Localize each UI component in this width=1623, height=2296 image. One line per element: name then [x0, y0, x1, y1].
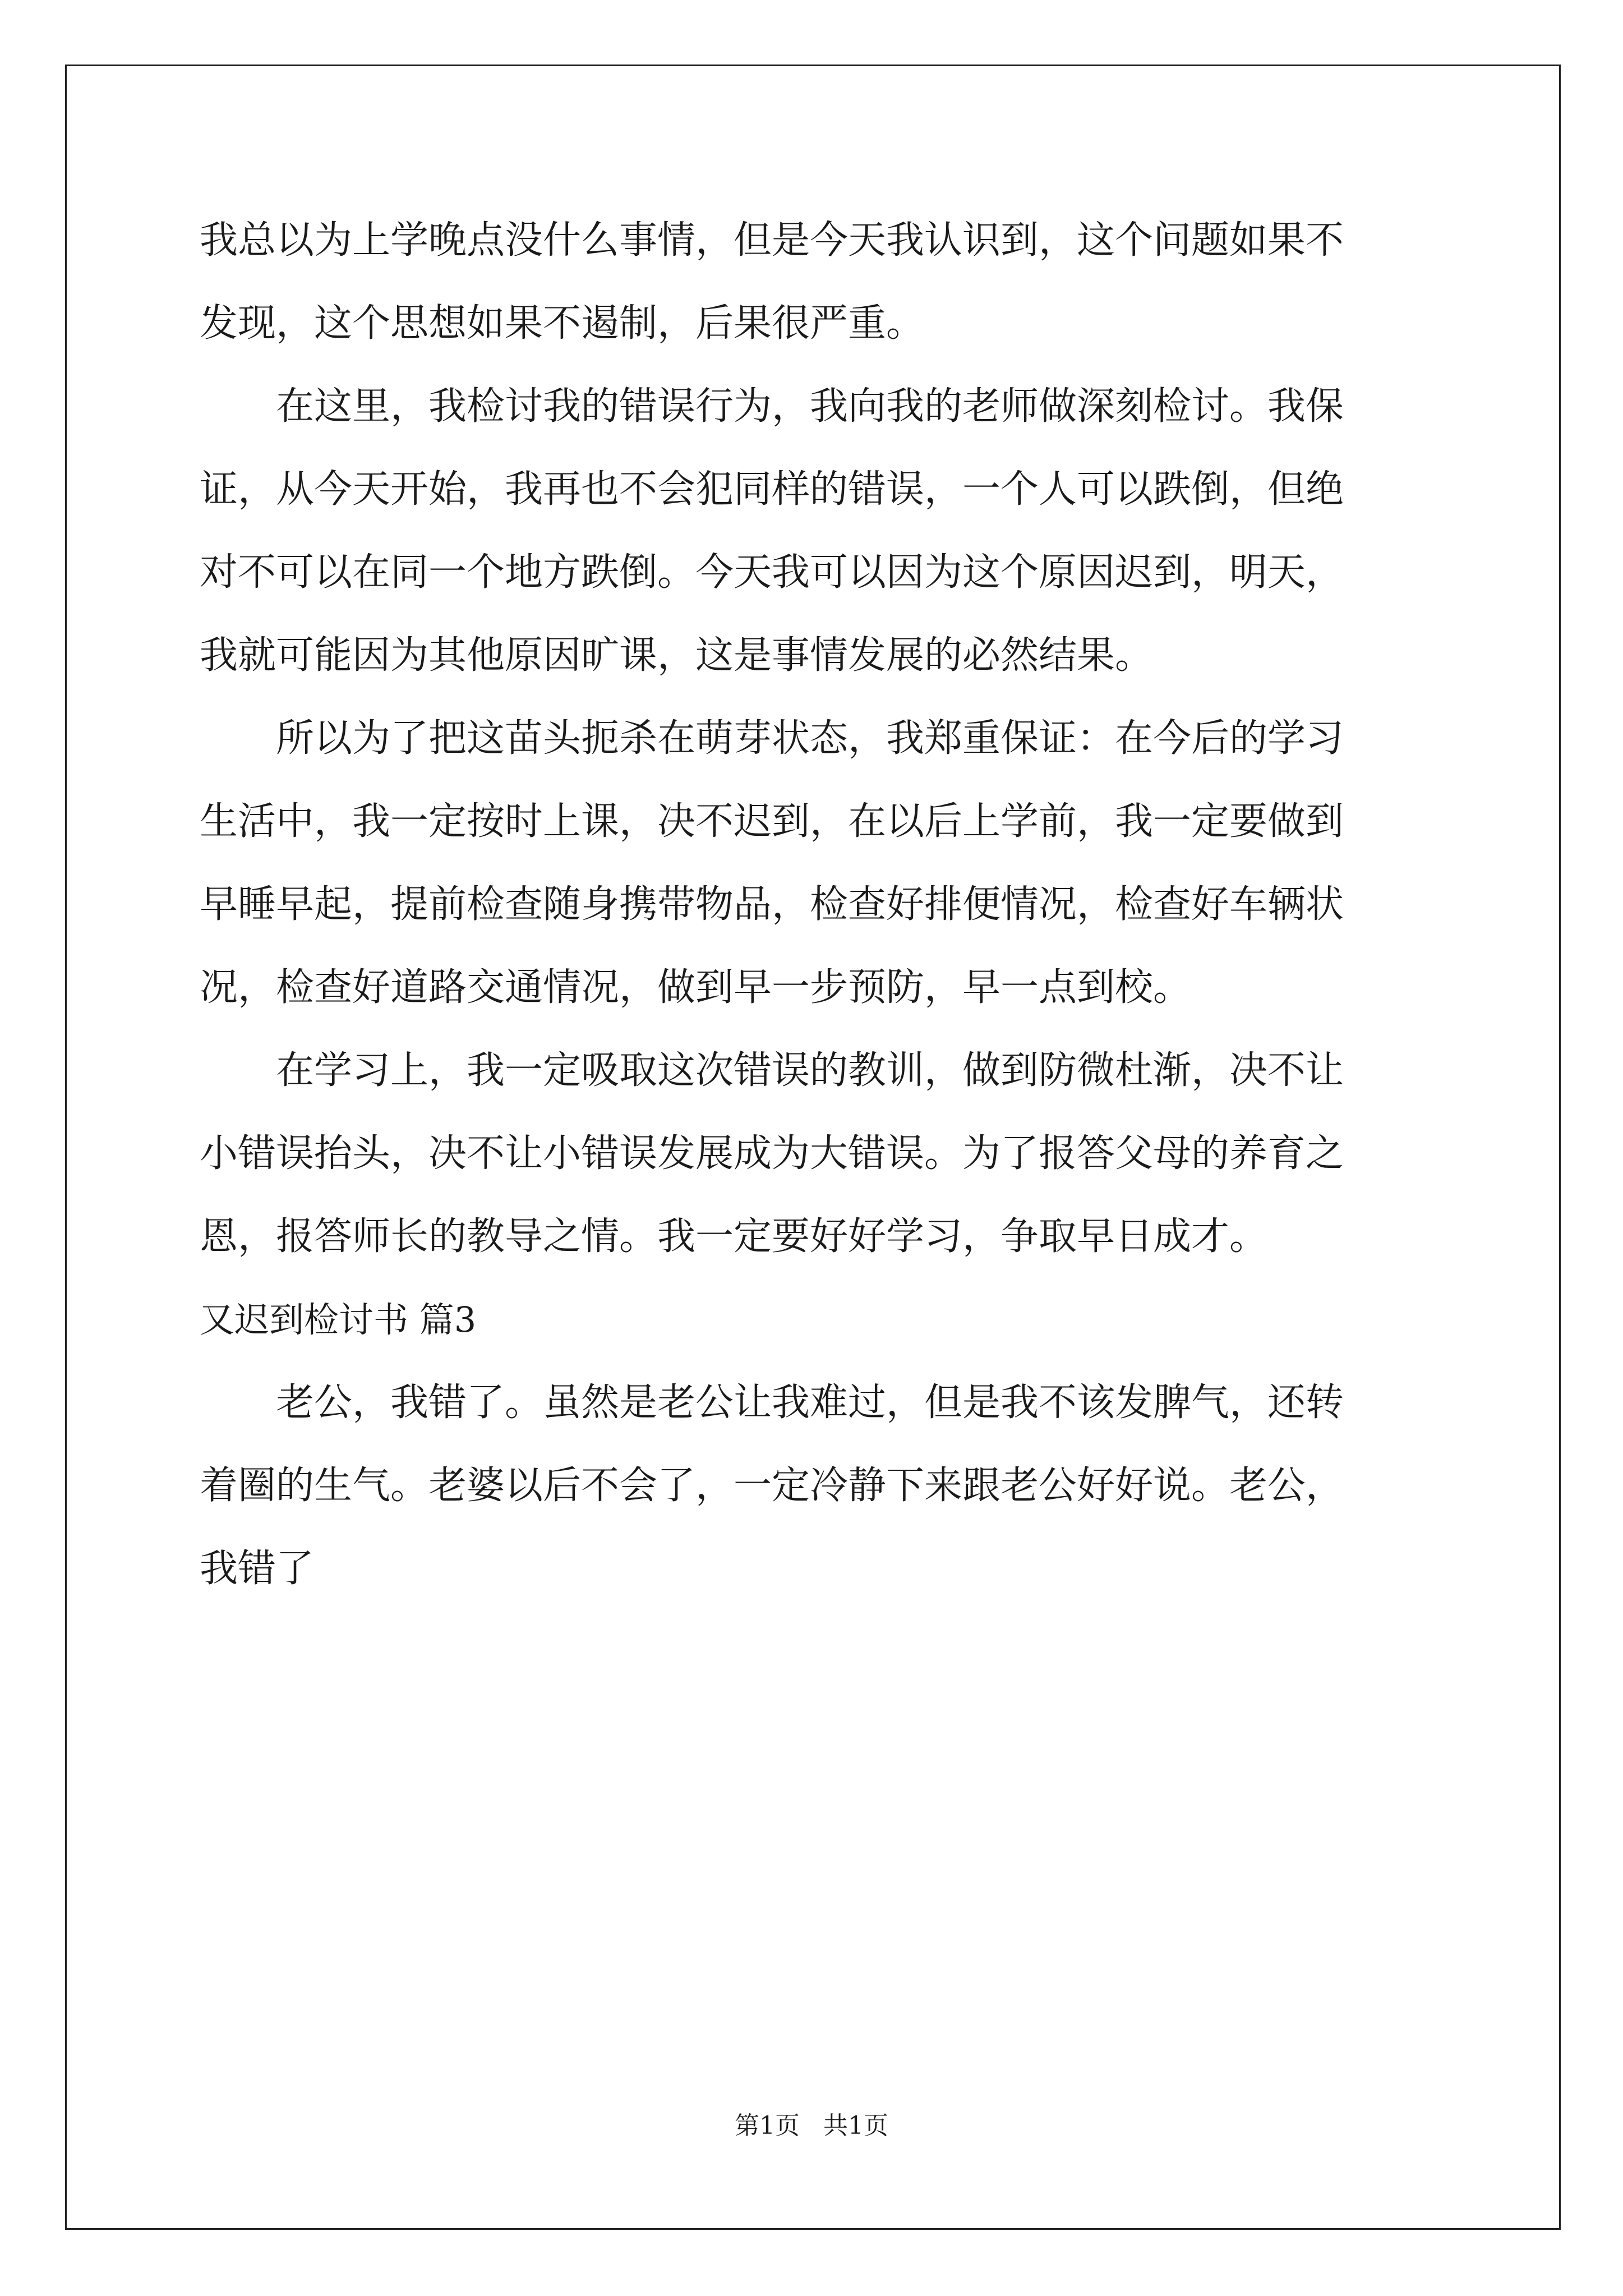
text-line: 证，从今天开始，我再也不会犯同样的错误，一个人可以跌倒，但绝 [200, 467, 1344, 512]
page-number-footer: 第1页 共1页 [735, 2111, 888, 2140]
text-line: 我总以为上学晚点没什么事情，但是今天我认识到，这个问题如果不 [200, 218, 1344, 263]
text-line: 早睡早起，提前检查随身携带物品，检查好排便情况，检查好车辆状 [200, 882, 1344, 927]
text-line: 生活中，我一定按时上课，决不迟到，在以后上学前，我一定要做到 [200, 799, 1344, 844]
text-line: 况，检查好道路交通情况，做到早一步预防，早一点到校。 [200, 965, 1192, 1010]
text-line: 小错误抬头，决不让小错误发展成为大错误。为了报答父母的养育之 [200, 1131, 1344, 1176]
text-line: 发现，这个思想如果不遏制，后果很严重。 [200, 301, 925, 346]
text-line: 对不可以在同一个地方跌倒。今天我可以因为这个原因迟到，明天， [200, 550, 1344, 595]
document-body [200, 199, 1439, 1611]
text-line: 老公，我错了。虽然是老公让我难过，但是我不该发脾气，还转 [200, 1381, 1344, 1425]
text-line: 在这里，我检讨我的错误行为，我向我的老师做深刻检讨。我保 [200, 384, 1344, 429]
section-heading: 又迟到检讨书 篇3 [200, 1299, 477, 1340]
text-line: 着圈的生气。老婆以后不会了，一定冷静下来跟老公好好说。老公， [200, 1464, 1344, 1508]
text-line: 在学习上，我一定吸取这次错误的教训，做到防微杜渐，决不让 [200, 1048, 1344, 1093]
text-line: 我错了 [200, 1547, 315, 1591]
text-line: 我就可能因为其他原因旷课，这是事情发展的必然结果。 [200, 633, 1154, 678]
text-line: 所以为了把这苗头扼杀在萌芽状态，我郑重保证：在今后的学习 [200, 716, 1344, 761]
text-line: 恩，报答师长的教导之情。我一定要好好学习，争取早日成才。 [200, 1214, 1268, 1259]
